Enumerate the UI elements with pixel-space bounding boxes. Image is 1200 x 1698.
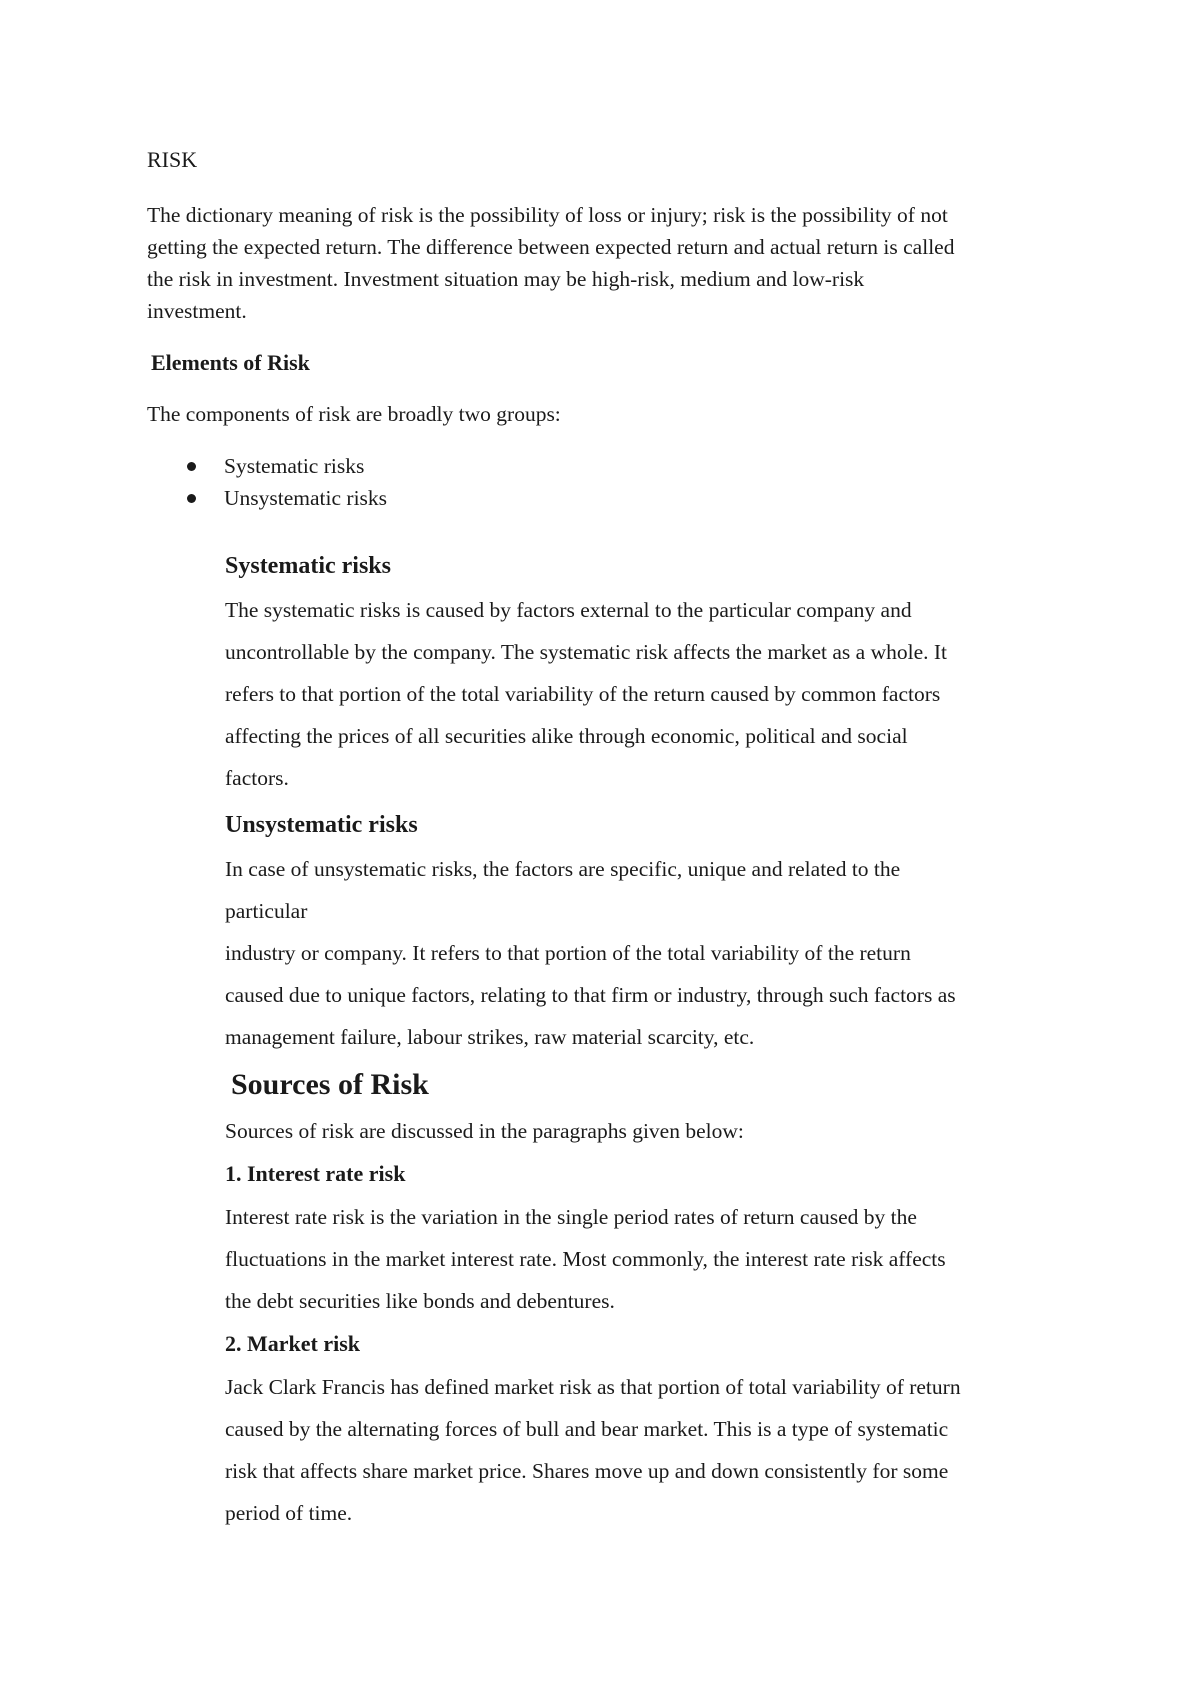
bullet-icon (187, 494, 196, 503)
systematic-line: affecting the prices of all securities alike through economic, political and social (225, 724, 908, 748)
intro-paragraph (147, 199, 954, 327)
systematic-paragraph (225, 589, 947, 799)
market-risk-heading: 2. Market risk (225, 1331, 361, 1356)
systematic-line: factors. (225, 766, 289, 790)
interest-line: the debt securities like bonds and debentures. (225, 1289, 615, 1313)
sources-heading: Sources of Risk (231, 1068, 429, 1101)
list-item-label: Systematic risks (224, 454, 365, 478)
intro-line: The dictionary meaning of risk is the possibility of loss or injury; risk is the possibility of not (147, 203, 948, 227)
systematic-line: refers to that portion of the total variability of the return caused by common factors (225, 682, 941, 706)
market-line: Jack Clark Francis has defined market risk as that portion of total variability of return (225, 1375, 961, 1399)
unsystematic-line: industry or company. It refers to that portion of the total variability of the return (225, 941, 911, 965)
market-line: risk that affects share market price. Shares move up and down consistently for some (225, 1459, 949, 1483)
intro-line: the risk in investment. Investment situation may be high-risk, medium and low-risk (147, 267, 865, 291)
market-risk-paragraph (225, 1366, 961, 1534)
sources-intro-paragraph: Sources of risk are discussed in the paragraphs given below: (225, 1119, 744, 1143)
unsystematic-line: management failure, labour strikes, raw material scarcity, etc. (225, 1025, 755, 1049)
risk-groups-list (187, 450, 387, 514)
unsystematic-paragraph (225, 848, 956, 1058)
components-paragraph: The components of risk are broadly two groups: (147, 402, 561, 426)
interest-line: Interest rate risk is the variation in the single period rates of return caused by the (225, 1205, 917, 1229)
unsystematic-line: In case of unsystematic risks, the factors are specific, unique and related to the (225, 857, 901, 881)
systematic-line: uncontrollable by the company. The systematic risk affects the market as a whole. It (225, 640, 948, 664)
intro-line: investment. (147, 299, 247, 323)
market-line: period of time. (225, 1501, 353, 1525)
interest-rate-risk-heading: 1. Interest rate risk (225, 1161, 406, 1186)
systematic-heading: Systematic risks (225, 553, 391, 579)
unsystematic-line: particular (225, 899, 308, 923)
elements-heading: Elements of Risk (151, 350, 310, 375)
systematic-line: The systematic risks is caused by factors external to the particular company and (225, 598, 912, 622)
document-title: RISK (147, 147, 198, 172)
intro-line: getting the expected return. The difference between expected return and actual return is called (147, 235, 955, 259)
market-line: caused by the alternating forces of bull and bear market. This is a type of systematic (225, 1417, 949, 1441)
list-item (187, 482, 387, 514)
unsystematic-heading: Unsystematic risks (225, 812, 418, 838)
list-item-label: Unsystematic risks (224, 486, 388, 510)
interest-line: fluctuations in the market interest rate. Most commonly, the interest rate risk affects (225, 1247, 946, 1271)
bullet-icon (187, 462, 196, 471)
list-item (187, 450, 387, 482)
unsystematic-line: caused due to unique factors, relating to that firm or industry, through such factors as (225, 983, 956, 1007)
interest-rate-risk-paragraph (225, 1196, 946, 1322)
